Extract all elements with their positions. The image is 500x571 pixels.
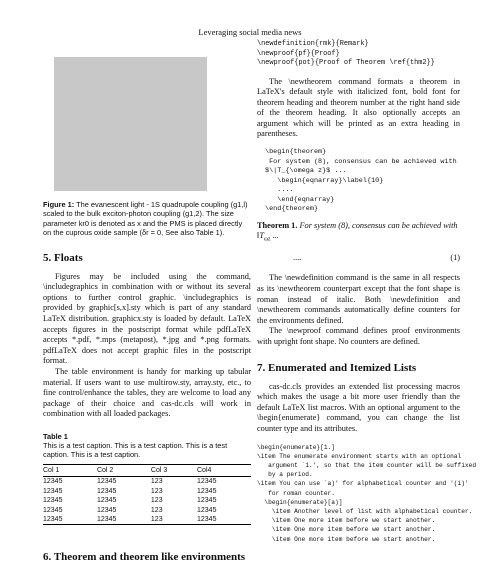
newproof-paragraph: The \newproof command defines proof environments with upright font shape. No counters are defined. <box>257 326 460 346</box>
newdefinition-paragraph: The \newdefinition command is the same in all respects as its \newtheorem counterpart except that the font shape is roman instead of italic. Both \newdefinition and \newtheorem commands automatically define counters for the environments defined. <box>257 273 460 325</box>
table-cell: 12345 <box>197 487 217 495</box>
theorem-subscript: ωz <box>263 236 271 243</box>
theorem-tail: ... <box>270 231 279 241</box>
table-row <box>43 515 251 525</box>
section-heading-theorem: 6. Theorem and theorem like environments <box>43 551 246 564</box>
table-cell: 123 <box>150 478 163 486</box>
table-row <box>43 476 251 486</box>
table-cell: 123 <box>151 515 197 525</box>
running-head: Leveraging social media news <box>198 27 302 37</box>
figure-placeholder-image <box>54 57 207 191</box>
floats-paragraph-1: Figures may be included using the command, \includegraphics in combination with or without its several options to further control graphic. \includegraphics is provided by graphic[s,x].sty which is part of any standard LaTeX distribution. graphicx.sty is loaded by default. LaTeX accepts figures in the postscript format while pdfLaTeX accepts *.pdf, *.mps (metapost), *.jpg and *.png formats. pdfLaTeX does not accept graphic files in the postscript format. <box>43 271 251 366</box>
table-row <box>43 486 251 496</box>
figure-caption-text: The evanescent light - 1S quadrupole coupling (g1,l) scaled to the bulk exciton-photon coupling (g1,2). The size parameter kr0 is denoted as x and the PMS is placed directly on the cuprous oxide sample (δr = 0, See also Table 1). <box>43 200 248 238</box>
right-column <box>257 40 477 544</box>
left-column <box>43 40 251 571</box>
table-cell: 12345 <box>197 506 217 514</box>
table-title: Table 1 <box>43 431 68 441</box>
equation-number: (1) <box>450 253 460 263</box>
theorem-text: For system (8), consensus can be achieved with ‖T <box>257 220 458 241</box>
table-header-cell: Col 2 <box>97 464 151 476</box>
table-cell: 12345 <box>96 506 117 514</box>
figure-caption <box>43 200 251 238</box>
data-table <box>43 464 251 526</box>
table-header-row <box>43 464 251 476</box>
equation-body: .... <box>293 253 302 263</box>
figure-caption-label: Figure 1: <box>43 200 75 209</box>
table-cell: 12345 <box>96 487 117 495</box>
table-row <box>43 505 251 515</box>
code-block-newdefinition: \newdefinition{rmk}{Remark} \newproof{pf}{Proof} \newproof{pot}{Proof of Theorem \ref{thm2}} <box>257 40 435 67</box>
theorem-1 <box>257 221 460 246</box>
table-cell: 12345 <box>43 487 63 495</box>
equation-1 <box>257 253 460 263</box>
table-cell: 12345 <box>43 515 97 525</box>
table-cell: 123 <box>150 497 163 505</box>
table-cell: 123 <box>150 506 163 514</box>
lists-paragraph: cas-dc.cls provides an extended list processing macros which makes the usage a bit more user friendly than the default LaTeX list macros. With an optional argument to the \begin{enumerate} command, you can change the list counter type and its attributes. <box>257 381 460 433</box>
table-header-cell: Col 3 <box>151 464 197 476</box>
table-cell: 12345 <box>43 478 63 486</box>
table-cell: 12345 <box>96 478 117 486</box>
code-block-theorem: \begin{theorem} For system (8), consensus can be achieved with $\|T_{\omega z}$ ... \begin{eqnarray}\label{10} .... \end{eqnarray} \end{theorem} <box>265 148 457 214</box>
table-cell: 12345 <box>197 478 217 486</box>
table-row <box>43 496 251 506</box>
table-header-cell: Col4 <box>197 464 251 476</box>
table-caption: This is a test caption. This is a test caption. This is a test caption. This is a test caption. <box>43 440 228 459</box>
theorem-label: Theorem 1. <box>257 220 298 230</box>
table-cell: 12345 <box>43 506 63 514</box>
table-cell: 12345 <box>43 497 63 505</box>
table-cell: 12345 <box>197 515 251 525</box>
table-cell: 12345 <box>97 515 151 525</box>
table-cell: 12345 <box>96 497 117 505</box>
newtheorem-paragraph: The \newtheorem command formats a theorem in LaTeX's default style with italicized font, bold font for theorem heading and theorem number at the right hand side of the theorem heading. It also optionally accepts an argument which will be printed as an extra heading in parentheses. <box>257 76 460 139</box>
code-block-enumerate: \begin{enumerate}[1.] \item The enumerate environment starts with an optional argument `1.', so that the item counter will be suffixed by a period. \item You can use `a)' for alphabetical counter and '(i)' for roman counter. \begin{enumerate}[a)] \item Another level of list with alphabetical counter. \item One more item before we start another. \item One more item before we start another. \item One more item before we start another. <box>257 443 477 543</box>
section-heading-lists: 7. Enumerated and Itemized Lists <box>257 361 417 374</box>
table-cell: 12345 <box>197 497 217 505</box>
floats-paragraph-2: The table environment is handy for marking up tabular material. If users want to use multirow.sty, array.sty, etc., to fine control/enhance the tables, they are welcome to load any package of their choice and cas-dc.cls will work in combination with all loaded packages. <box>43 366 251 419</box>
table-header-cell: Col 1 <box>43 464 97 476</box>
section-heading-floats: 5. Floats <box>43 251 83 264</box>
table-cell: 123 <box>150 487 163 495</box>
